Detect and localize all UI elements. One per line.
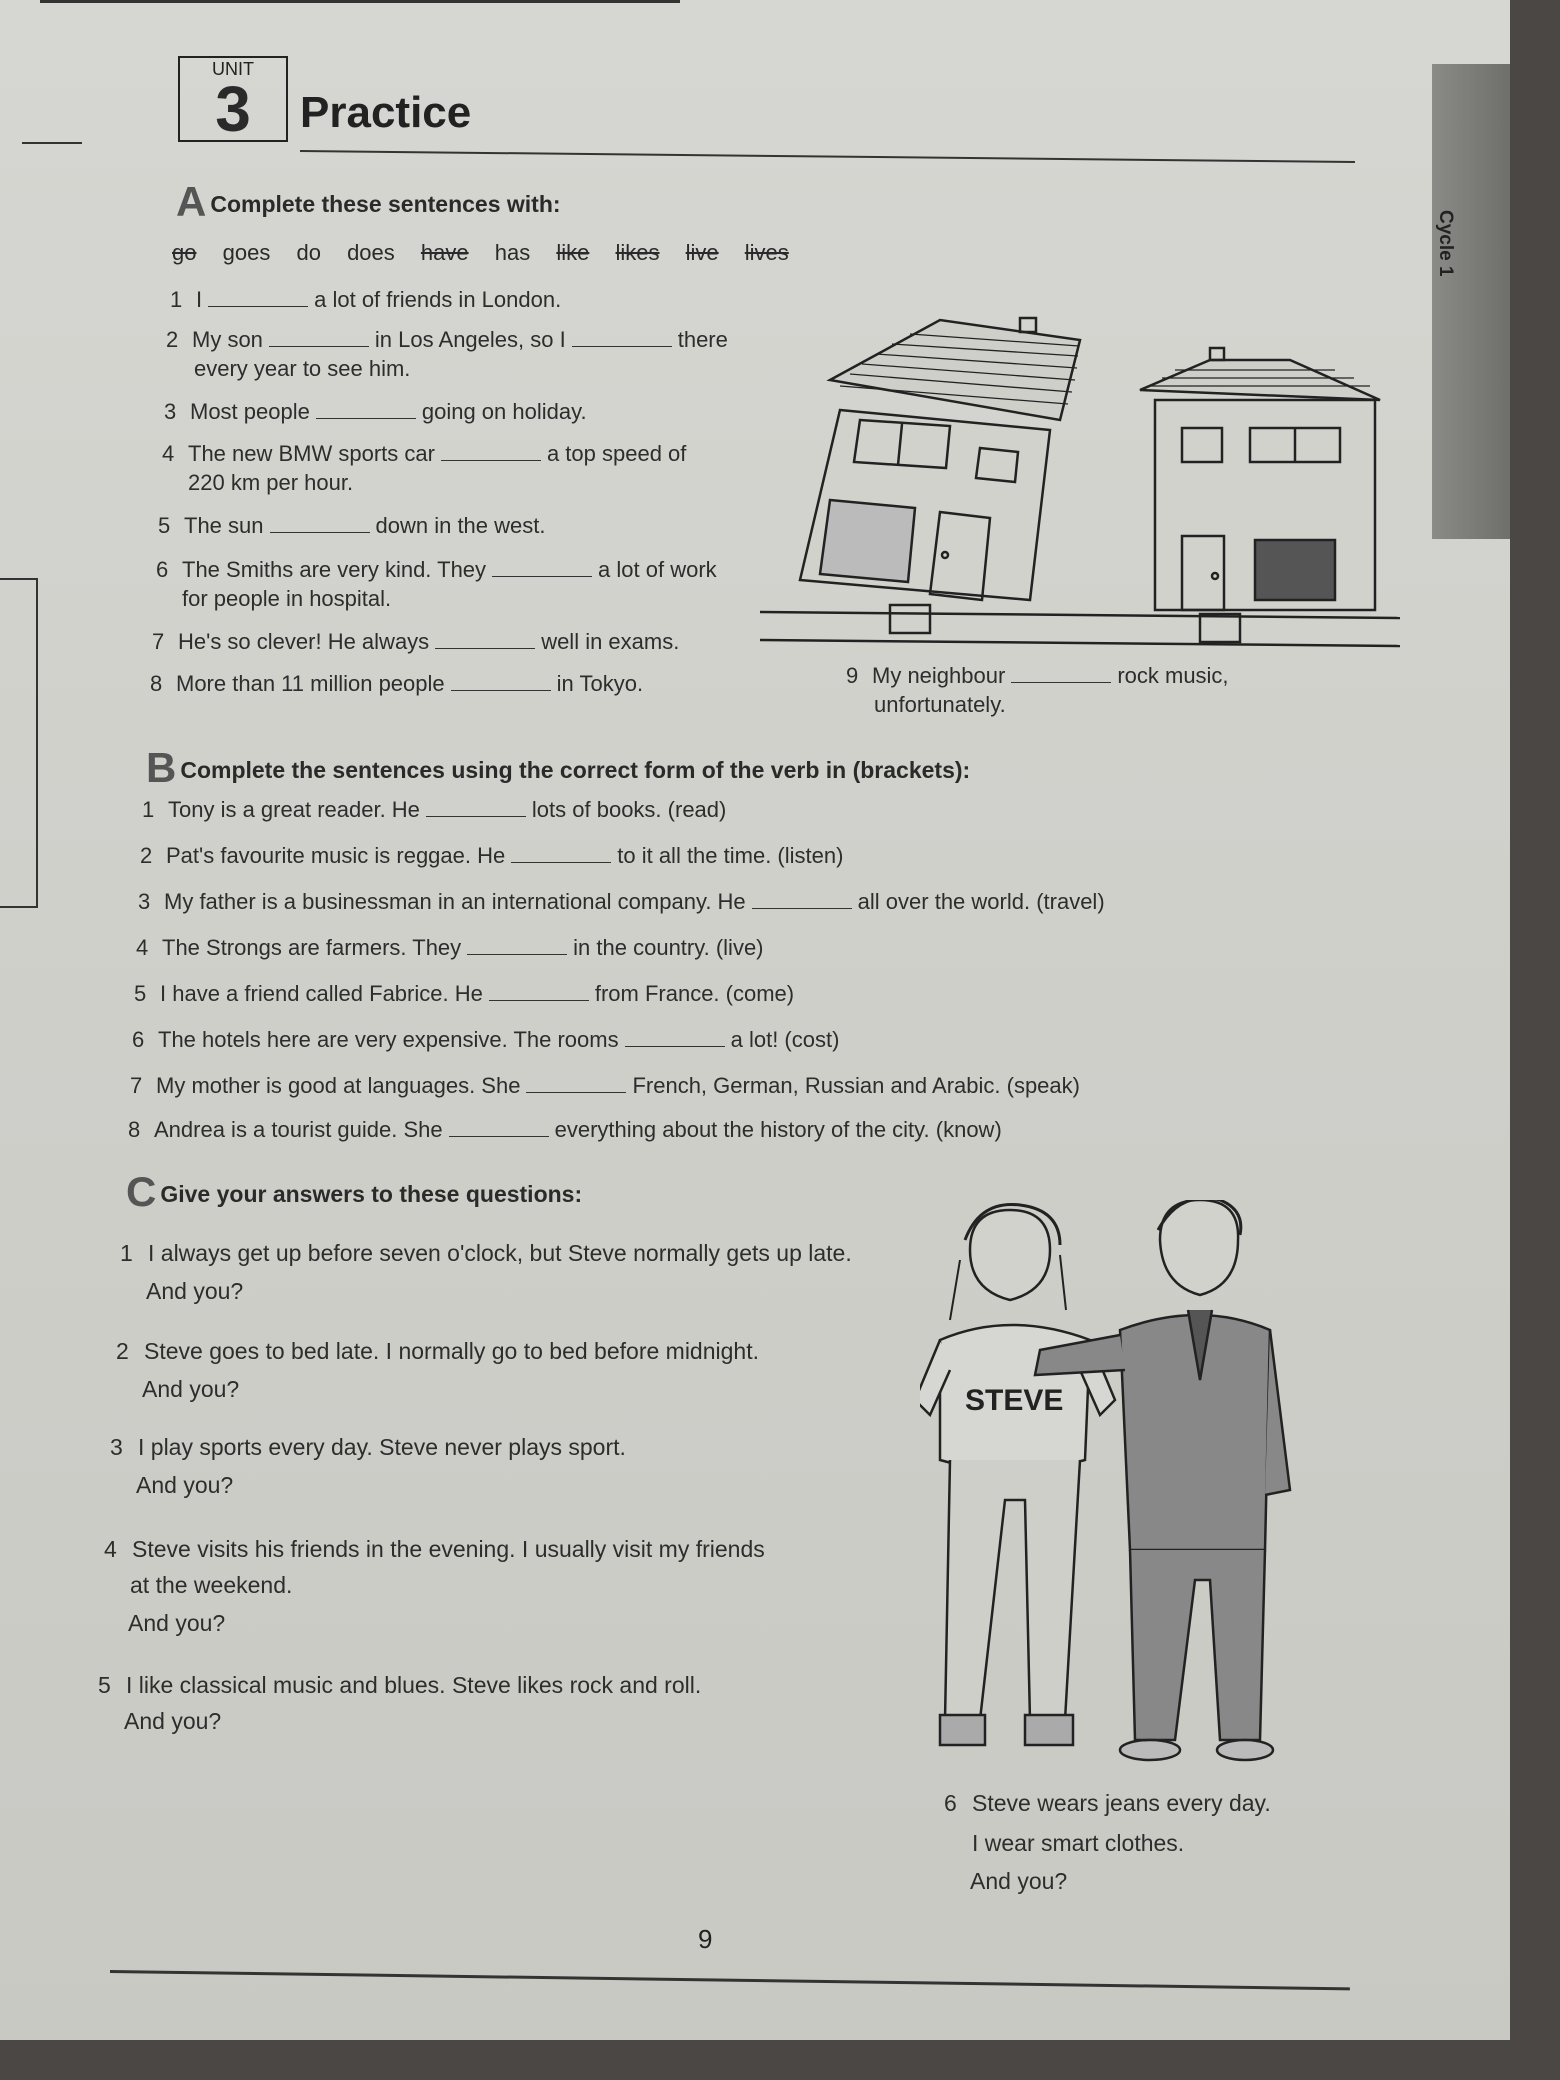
exercise-b-item-3: 3 My father is a businessman in an international company. He all over the world. (travel) — [138, 889, 1105, 914]
answer-blank[interactable] — [449, 1118, 549, 1137]
cycle-tab — [1432, 64, 1510, 539]
question-c-5: 5 I like classical music and blues. Steve likes rock and roll. — [98, 1672, 702, 1698]
question-c-3-followup: And you? — [136, 1472, 234, 1498]
word-bank-item: like — [556, 240, 590, 265]
question-c-2: 2 Steve goes to bed late. I normally go to bed before midnight. — [116, 1338, 759, 1364]
word-bank-item: do — [296, 240, 321, 265]
question-c-6: 6 Steve wears jeans every day. — [944, 1790, 1271, 1816]
answer-blank[interactable] — [451, 672, 551, 691]
shirt-text: STEVE — [965, 1384, 1064, 1417]
exercise-b-item-2: 2 Pat's favourite music is reggae. He to it all the time. (listen) — [140, 843, 844, 868]
question-c-1: 1 I always get up before seven o'clock, but Steve normally gets up late. — [120, 1240, 852, 1266]
word-bank-item: live — [685, 240, 719, 265]
steve-illustration — [920, 1200, 1340, 1780]
exercise-a-item-5: 5 The sun down in the west. — [158, 513, 546, 538]
page-number: 9 — [698, 1924, 713, 1954]
answer-blank[interactable] — [1011, 664, 1111, 683]
section-b-title: Complete the sentences using the correct form of the verb in (brackets): — [180, 757, 971, 783]
exercise-b-item-1: 1 Tony is a great reader. He lots of books. (read) — [142, 797, 727, 822]
top-rule — [40, 0, 680, 3]
question-c-6-cont: I wear smart clothes. — [972, 1830, 1185, 1856]
exercise-a-item-8: 8 More than 11 million people in Tokyo. — [150, 671, 644, 696]
word-bank-item: goes — [222, 240, 271, 265]
answer-blank[interactable] — [269, 328, 369, 347]
word-bank-item: go — [172, 240, 197, 265]
word-bank-item: have — [420, 240, 469, 265]
answer-blank[interactable] — [625, 1028, 725, 1047]
exercise-b-item-4: 4 The Strongs are farmers. They in the country. (live) — [136, 935, 764, 960]
exercise-a-item-2: 2 My son in Los Angeles, so I there — [166, 327, 728, 352]
question-c-5-followup: And you? — [124, 1708, 222, 1734]
exercise-a-item-2-cont: every year to see him. — [194, 356, 411, 381]
question-c-4-cont: at the weekend. — [130, 1572, 293, 1598]
margin-tick — [22, 142, 82, 144]
word-bank-item: lives — [744, 240, 789, 265]
answer-blank[interactable] — [435, 630, 535, 649]
answer-blank[interactable] — [511, 844, 611, 863]
exercise-a-item-3: 3 Most people going on holiday. — [164, 399, 587, 424]
exercise-a-item-7: 7 He's so clever! He always well in exams. — [152, 629, 680, 654]
answer-blank[interactable] — [270, 514, 370, 533]
exercise-b-item-8: 8 Andrea is a tourist guide. She everything about the history of the city. (know) — [128, 1117, 1002, 1142]
exercise-a-item-9: 9 My neighbour rock music, — [846, 663, 1229, 688]
section-a-heading — [176, 178, 561, 226]
exercise-b-item-6: 6 The hotels here are very expensive. The rooms a lot! (cost) — [132, 1027, 840, 1052]
answer-blank[interactable] — [316, 400, 416, 419]
answer-blank[interactable] — [752, 890, 852, 909]
word-bank — [172, 240, 809, 266]
question-c-4: 4 Steve visits his friends in the evening. I usually visit my friends — [104, 1536, 765, 1562]
section-b-letter: B — [146, 744, 177, 791]
unit-number: 3 — [215, 73, 251, 145]
answer-blank[interactable] — [572, 328, 672, 347]
word-bank-item: has — [494, 240, 531, 265]
title-rule — [300, 150, 1355, 163]
exercise-b-item-7: 7 My mother is good at languages. She French, German, Russian and Arabic. (speak) — [130, 1073, 1080, 1098]
question-c-2-followup: And you? — [142, 1376, 240, 1402]
answer-blank[interactable] — [526, 1074, 626, 1093]
bottom-rule — [110, 1970, 1350, 1990]
page-title: Practice — [300, 88, 472, 137]
word-bank-item: likes — [615, 240, 660, 265]
section-a-letter: A — [176, 178, 207, 225]
answer-blank[interactable] — [208, 288, 308, 307]
answer-blank[interactable] — [489, 982, 589, 1001]
question-c-4-followup: And you? — [128, 1610, 226, 1636]
exercise-a-item-6-cont: for people in hospital. — [182, 586, 392, 611]
exercise-a-item-9-cont: unfortunately. — [874, 692, 1006, 717]
exercise-a-item-4: 4 The new BMW sports car a top speed of — [162, 441, 687, 466]
section-c-heading — [126, 1168, 582, 1216]
answer-blank[interactable] — [426, 798, 526, 817]
houses-illustration — [750, 300, 1400, 650]
section-c-letter: C — [126, 1168, 157, 1215]
answer-blank[interactable] — [467, 936, 567, 955]
question-c-6-followup: And you? — [970, 1868, 1068, 1894]
exercise-a-item-6: 6 The Smiths are very kind. They a lot of work — [156, 557, 717, 582]
answer-blank[interactable] — [441, 442, 541, 461]
cycle-label: Cycle 1 — [1435, 210, 1456, 277]
exercise-b-item-5: 5 I have a friend called Fabrice. He from France. (come) — [134, 981, 795, 1006]
question-c-3: 3 I play sports every day. Steve never plays sport. — [110, 1434, 626, 1460]
word-bank-item: does — [347, 240, 395, 265]
exercise-a-item-4-cont: 220 km per hour. — [188, 470, 354, 495]
margin-box — [0, 578, 38, 908]
exercise-a-item-1: 1 I a lot of friends in London. — [170, 287, 562, 312]
section-c-title: Give your answers to these questions: — [160, 1181, 583, 1207]
question-c-1-followup: And you? — [146, 1278, 244, 1304]
unit-box — [178, 56, 288, 145]
section-b-heading — [146, 744, 970, 792]
section-a-title: Complete these sentences with: — [210, 191, 561, 217]
unit-label: UNIT — [212, 59, 254, 79]
answer-blank[interactable] — [492, 558, 592, 577]
